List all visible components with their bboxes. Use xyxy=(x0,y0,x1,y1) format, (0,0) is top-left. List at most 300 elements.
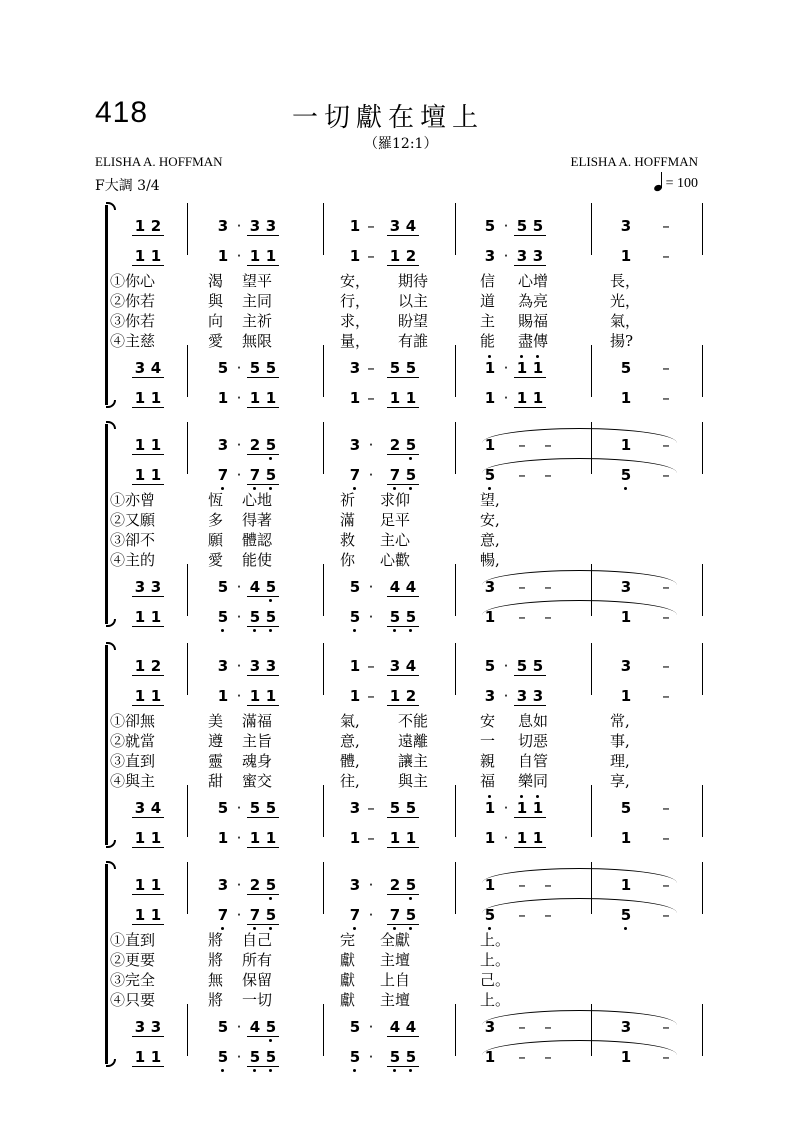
key-signature: F大調 3/4 xyxy=(95,178,160,194)
note: 1 xyxy=(349,829,361,847)
note: 1 xyxy=(387,687,403,706)
hold-dash: – xyxy=(367,829,375,847)
low-octave-dot xyxy=(409,927,412,930)
note: 1 xyxy=(484,389,496,407)
note: 3 xyxy=(148,1018,164,1037)
note: 1 xyxy=(403,389,419,408)
lyric-syllable: ③完全 xyxy=(110,971,156,989)
lyric-syllable: 無限 xyxy=(242,332,273,350)
note: 1 xyxy=(148,608,164,627)
lyric-syllable: ①亦曾 xyxy=(110,491,156,509)
low-octave-dot xyxy=(221,1069,224,1072)
hold-dash: – xyxy=(662,687,670,705)
note: 4 xyxy=(387,1018,403,1037)
low-octave-dot xyxy=(393,1069,396,1072)
note: 4 xyxy=(403,657,419,676)
note: 5 xyxy=(403,608,419,627)
system-2 xyxy=(100,432,703,632)
lyric-syllable: 美 xyxy=(208,712,224,730)
dot-rhythm: · xyxy=(236,906,242,924)
note: 3 xyxy=(530,247,546,266)
note: 1 xyxy=(217,687,229,705)
high-octave-dot xyxy=(536,795,539,798)
hold-dash: – xyxy=(518,466,526,484)
low-octave-dot xyxy=(393,629,396,632)
lyric-syllable: 事, xyxy=(610,732,630,750)
note: 1 xyxy=(148,906,164,925)
lyric-syllable: 氣， xyxy=(610,312,641,330)
lyric-syllable: 切惡 xyxy=(518,732,549,750)
note: 1 xyxy=(620,1048,632,1066)
lyric-syllable: 主同 xyxy=(242,292,273,310)
lyric-syllable: 與主 xyxy=(398,772,429,790)
hold-dash: – xyxy=(367,657,375,675)
note: 5 xyxy=(387,608,403,627)
lyric-syllable: 多 xyxy=(208,511,224,529)
lyric-syllable: 暢, xyxy=(480,551,500,569)
note: 2 xyxy=(403,687,419,706)
lyric-syllable: 甜 xyxy=(208,772,224,790)
quarter-note-icon xyxy=(654,172,664,192)
lyric-syllable: ②又願 xyxy=(110,511,156,529)
note: 2 xyxy=(247,876,263,895)
note: 5 xyxy=(215,1048,231,1066)
note: 3 xyxy=(217,436,229,454)
note: 1 xyxy=(514,829,530,848)
lyric-syllable: ④主慈 xyxy=(110,332,156,350)
note: 5 xyxy=(247,359,263,378)
note: 1 xyxy=(620,608,632,626)
note: 3 xyxy=(484,247,496,265)
note: 5 xyxy=(387,1048,403,1067)
note: 1 xyxy=(247,829,263,848)
dot-rhythm: · xyxy=(503,657,509,675)
note: 2 xyxy=(387,876,403,895)
lyric-syllable: 上。 xyxy=(480,931,511,949)
hold-dash: – xyxy=(367,359,375,377)
note: 5 xyxy=(403,799,419,818)
note: 3 xyxy=(620,578,632,596)
note: 1 xyxy=(132,247,148,266)
lyric-syllable: 將 xyxy=(208,951,224,969)
lyric-syllable: 心歡 xyxy=(380,551,411,569)
low-octave-dot xyxy=(269,1039,272,1042)
note: 1 xyxy=(530,829,546,848)
note: 1 xyxy=(132,1048,148,1067)
note: 1 xyxy=(620,829,632,847)
lyric-syllable: 能使 xyxy=(242,551,273,569)
lyric-syllable: 渴 xyxy=(208,272,224,290)
dot-rhythm: · xyxy=(368,608,374,626)
hold-dash: – xyxy=(544,466,552,484)
note: 4 xyxy=(148,359,164,378)
hold-dash: – xyxy=(544,1018,552,1036)
lyric-syllable: 能 xyxy=(480,332,496,350)
low-octave-dot xyxy=(409,487,412,490)
voice-row-2 xyxy=(100,687,703,709)
note: 3 xyxy=(132,578,148,597)
lyric-syllable: 遠離 xyxy=(398,732,429,750)
dot-rhythm: · xyxy=(236,799,242,817)
lyric-syllable: 息如 xyxy=(518,712,549,730)
note: 3 xyxy=(387,657,403,676)
dot-rhythm: · xyxy=(236,247,242,265)
hold-dash: – xyxy=(544,876,552,894)
lyric-syllable: 自己 xyxy=(242,931,273,949)
note: 1 xyxy=(482,359,498,377)
dot-rhythm: · xyxy=(503,389,509,407)
note: 3 xyxy=(484,1018,496,1036)
dot-rhythm: · xyxy=(503,217,509,235)
voice-row-4 xyxy=(100,829,703,851)
lyric-syllable: 主壇 xyxy=(380,951,411,969)
note: 5 xyxy=(403,436,419,455)
note: 1 xyxy=(148,389,164,408)
hold-dash: – xyxy=(367,217,375,235)
lyric-syllable: 自管 xyxy=(518,752,549,770)
scripture-reference: （羅12:1） xyxy=(364,136,438,152)
lyric-syllable: 意, xyxy=(340,732,360,750)
hold-dash: – xyxy=(518,608,526,626)
dot-rhythm: · xyxy=(503,829,509,847)
dot-rhythm: · xyxy=(368,876,374,894)
note: 3 xyxy=(387,217,403,236)
system-1 xyxy=(100,213,703,413)
note: 3 xyxy=(132,799,148,818)
note: 5 xyxy=(263,876,279,895)
lyric-syllable: 保留 xyxy=(242,971,273,989)
lyricist: ELISHA A. HOFFMAN xyxy=(95,154,223,169)
note: 1 xyxy=(387,829,403,848)
note: 5 xyxy=(349,1018,361,1036)
lyric-syllable: 願 xyxy=(208,531,224,549)
note: 1 xyxy=(132,829,148,848)
lyric-syllable: ④只要 xyxy=(110,991,156,1009)
dot-rhythm: · xyxy=(368,466,374,484)
lyric-syllable: 心增 xyxy=(518,272,549,290)
note: 1 xyxy=(484,1048,496,1066)
dot-rhythm: · xyxy=(236,359,242,377)
lyric-syllable: ④與主 xyxy=(110,772,156,790)
high-octave-dot xyxy=(536,355,539,358)
dot-rhythm: · xyxy=(236,687,242,705)
lyric-syllable: 主旨 xyxy=(242,732,273,750)
note: 5 xyxy=(263,1048,279,1067)
system-3 xyxy=(100,653,703,853)
dot-rhythm: · xyxy=(236,217,242,235)
note: 3 xyxy=(514,247,530,266)
voice-row-2 xyxy=(100,247,703,269)
hold-dash: – xyxy=(662,608,670,626)
low-octave-dot xyxy=(409,457,412,460)
note: 1 xyxy=(263,829,279,848)
note: 5 xyxy=(263,799,279,818)
dot-rhythm: · xyxy=(236,657,242,675)
voice-row-3 xyxy=(100,359,703,381)
note: 2 xyxy=(403,247,419,266)
lyric-syllable: 一 xyxy=(480,732,496,750)
lyric-syllable: 心地 xyxy=(242,491,273,509)
lyric-syllable: 全獻 xyxy=(380,931,411,949)
lyric-syllable: ①直到 xyxy=(110,931,156,949)
note: 4 xyxy=(403,1018,419,1037)
lyric-syllable: 與 xyxy=(208,292,224,310)
dot-rhythm: · xyxy=(236,876,242,894)
lyric-syllable: 愛 xyxy=(208,551,224,569)
lyric-syllable: 主心 xyxy=(380,531,411,549)
lyric-syllable: 福 xyxy=(480,772,496,790)
high-octave-dot xyxy=(488,355,491,358)
note: 1 xyxy=(132,657,148,676)
hold-dash: – xyxy=(544,578,552,596)
lyric-syllable: 滿 xyxy=(340,511,356,529)
hold-dash: – xyxy=(662,466,670,484)
note: 3 xyxy=(132,359,148,378)
note: 5 xyxy=(247,1048,263,1067)
lyric-syllable: 向 xyxy=(208,312,224,330)
tie-arc xyxy=(482,1040,677,1055)
lyric-syllable: 上。 xyxy=(480,951,511,969)
hold-dash: – xyxy=(662,657,670,675)
lyric-syllable: 得著 xyxy=(242,511,273,529)
hold-dash: – xyxy=(662,876,670,894)
lyric-syllable: 樂同 xyxy=(518,772,549,790)
low-octave-dot xyxy=(253,487,256,490)
note: 3 xyxy=(349,876,361,894)
note: 1 xyxy=(514,359,530,378)
note: 7 xyxy=(215,906,231,924)
note: 1 xyxy=(403,829,419,848)
note: 3 xyxy=(620,1018,632,1036)
low-octave-dot xyxy=(624,487,627,490)
low-octave-dot xyxy=(221,927,224,930)
note: 3 xyxy=(263,217,279,236)
lyric-syllable: 理, xyxy=(610,752,630,770)
note: 1 xyxy=(484,436,496,454)
lyric-syllable: ③你若 xyxy=(110,312,156,330)
note: 5 xyxy=(217,578,229,596)
lyric-syllable: 揚? xyxy=(610,332,634,350)
lyric-syllable: 主 xyxy=(480,312,496,330)
note: 5 xyxy=(618,906,634,924)
lyric-syllable: ②更要 xyxy=(110,951,156,969)
lyric-syllable: 讓主 xyxy=(398,752,429,770)
dot-rhythm: · xyxy=(236,829,242,847)
note: 4 xyxy=(403,217,419,236)
tie-arc xyxy=(482,898,677,913)
note: 2 xyxy=(148,657,164,676)
note: 3 xyxy=(349,359,361,377)
dot-rhythm: · xyxy=(368,1048,374,1066)
note: 7 xyxy=(247,466,263,485)
hold-dash: – xyxy=(518,578,526,596)
dot-rhythm: · xyxy=(503,247,509,265)
tie-arc xyxy=(482,458,677,473)
note: 5 xyxy=(215,608,231,626)
note: 5 xyxy=(387,359,403,378)
low-octave-dot xyxy=(409,1069,412,1072)
hold-dash: – xyxy=(662,217,670,235)
hold-dash: – xyxy=(662,1048,670,1066)
lyric-syllable: 往, xyxy=(340,772,360,790)
note: 5 xyxy=(263,359,279,378)
low-octave-dot xyxy=(269,897,272,900)
note: 1 xyxy=(148,1048,164,1067)
low-octave-dot xyxy=(353,487,356,490)
hold-dash: – xyxy=(662,799,670,817)
note: 2 xyxy=(387,436,403,455)
note: 5 xyxy=(514,217,530,236)
note: 5 xyxy=(514,657,530,676)
low-octave-dot xyxy=(269,599,272,602)
lyric-syllable: 行， xyxy=(340,292,371,310)
note: 5 xyxy=(263,1018,279,1037)
note: 5 xyxy=(403,906,419,925)
note: 1 xyxy=(484,829,496,847)
hold-dash: – xyxy=(662,359,670,377)
lyric-syllable: 求， xyxy=(340,312,371,330)
note: 3 xyxy=(514,687,530,706)
page-number: 418 xyxy=(95,96,149,129)
dot-rhythm: · xyxy=(368,1018,374,1036)
note: 1 xyxy=(620,687,632,705)
lyric-syllable: 將 xyxy=(208,991,224,1009)
dot-rhythm: · xyxy=(236,436,242,454)
tempo-marking xyxy=(654,172,698,192)
note: 4 xyxy=(403,578,419,597)
note: 3 xyxy=(484,687,496,705)
lyric-syllable: 賜福 xyxy=(518,312,549,330)
note: 1 xyxy=(148,829,164,848)
note: 3 xyxy=(349,436,361,454)
note: 5 xyxy=(217,1018,229,1036)
lyric-syllable: ④主的 xyxy=(110,551,156,569)
dot-rhythm: · xyxy=(236,389,242,407)
lyric-syllable: 不能 xyxy=(398,712,429,730)
note: 1 xyxy=(247,687,263,706)
low-octave-dot xyxy=(353,629,356,632)
lyric-syllable: 滿福 xyxy=(242,712,273,730)
low-octave-dot xyxy=(221,629,224,632)
lyric-syllable: 主祈 xyxy=(242,312,273,330)
note: 7 xyxy=(387,906,403,925)
dot-rhythm: · xyxy=(236,608,242,626)
note: 1 xyxy=(349,247,361,265)
lyric-syllable: 恆 xyxy=(208,491,224,509)
lyric-syllable: 安， xyxy=(340,272,371,290)
lyric-syllable: 所有 xyxy=(242,951,273,969)
low-octave-dot xyxy=(253,1069,256,1072)
hold-dash: – xyxy=(662,906,670,924)
lyric-syllable: 量， xyxy=(340,332,371,350)
dot-rhythm: · xyxy=(368,436,374,454)
note: 3 xyxy=(217,657,229,675)
note: 1 xyxy=(132,687,148,706)
note: 1 xyxy=(132,906,148,925)
low-octave-dot xyxy=(269,629,272,632)
hold-dash: – xyxy=(544,608,552,626)
lyric-syllable: 體認 xyxy=(242,531,273,549)
high-octave-dot xyxy=(520,795,523,798)
lyric-syllable: 無 xyxy=(208,971,224,989)
page-title: 一切獻在壇上 xyxy=(292,103,485,133)
note: 5 xyxy=(263,436,279,455)
note: 5 xyxy=(403,876,419,895)
lyric-syllable: 完 xyxy=(340,931,356,949)
note: 1 xyxy=(217,389,229,407)
note: 1 xyxy=(530,359,546,378)
lyric-syllable: 氣, xyxy=(340,712,360,730)
lyric-syllable: 為亮 xyxy=(518,292,549,310)
tie-arc xyxy=(482,600,677,615)
note: 7 xyxy=(215,466,231,484)
hold-dash: – xyxy=(544,906,552,924)
low-octave-dot xyxy=(409,629,412,632)
note: 2 xyxy=(148,217,164,236)
note: 1 xyxy=(263,687,279,706)
note: 5 xyxy=(530,217,546,236)
note: 5 xyxy=(247,608,263,627)
note: 3 xyxy=(620,217,632,235)
lyric-syllable: 安, xyxy=(480,511,500,529)
note: 1 xyxy=(620,876,632,894)
note: 5 xyxy=(349,578,361,596)
dot-rhythm: · xyxy=(503,359,509,377)
lyric-syllable: 安 xyxy=(480,712,496,730)
lyric-syllable: 盼望 xyxy=(398,312,429,330)
lyric-syllable: 獻 xyxy=(340,991,356,1009)
low-octave-dot xyxy=(393,927,396,930)
lyric-syllable: 有誰 xyxy=(398,332,429,350)
low-octave-dot xyxy=(488,927,491,930)
low-octave-dot xyxy=(221,487,224,490)
note: 5 xyxy=(530,657,546,676)
note: 5 xyxy=(620,359,632,377)
note: 5 xyxy=(263,906,279,925)
note: 1 xyxy=(530,389,546,408)
low-octave-dot xyxy=(393,487,396,490)
note: 1 xyxy=(514,389,530,408)
note: 3 xyxy=(263,657,279,676)
lyric-syllable: 遵 xyxy=(208,732,224,750)
note: 1 xyxy=(148,436,164,455)
low-octave-dot xyxy=(488,487,491,490)
note: 3 xyxy=(484,578,496,596)
note: 3 xyxy=(148,578,164,597)
lyric-syllable: ③卻不 xyxy=(110,531,156,549)
note: 1 xyxy=(514,799,530,818)
dot-rhythm: · xyxy=(236,578,242,596)
note: 5 xyxy=(403,466,419,485)
voice-row-1 xyxy=(100,657,703,679)
note: 5 xyxy=(217,799,229,817)
lyric-syllable: 獻 xyxy=(340,971,356,989)
dot-rhythm: · xyxy=(368,906,374,924)
low-octave-dot xyxy=(409,897,412,900)
lyric-syllable: 主壇 xyxy=(380,991,411,1009)
lyric-syllable: 親 xyxy=(480,752,496,770)
hold-dash: – xyxy=(662,1018,670,1036)
lyric-syllable: 意, xyxy=(480,531,500,549)
hold-dash: – xyxy=(518,1048,526,1066)
note: 3 xyxy=(217,217,229,235)
note: 5 xyxy=(403,359,419,378)
note: 1 xyxy=(263,247,279,266)
note: 5 xyxy=(217,359,229,377)
note: 5 xyxy=(482,466,498,484)
hold-dash: – xyxy=(662,578,670,596)
hold-dash: – xyxy=(662,436,670,454)
